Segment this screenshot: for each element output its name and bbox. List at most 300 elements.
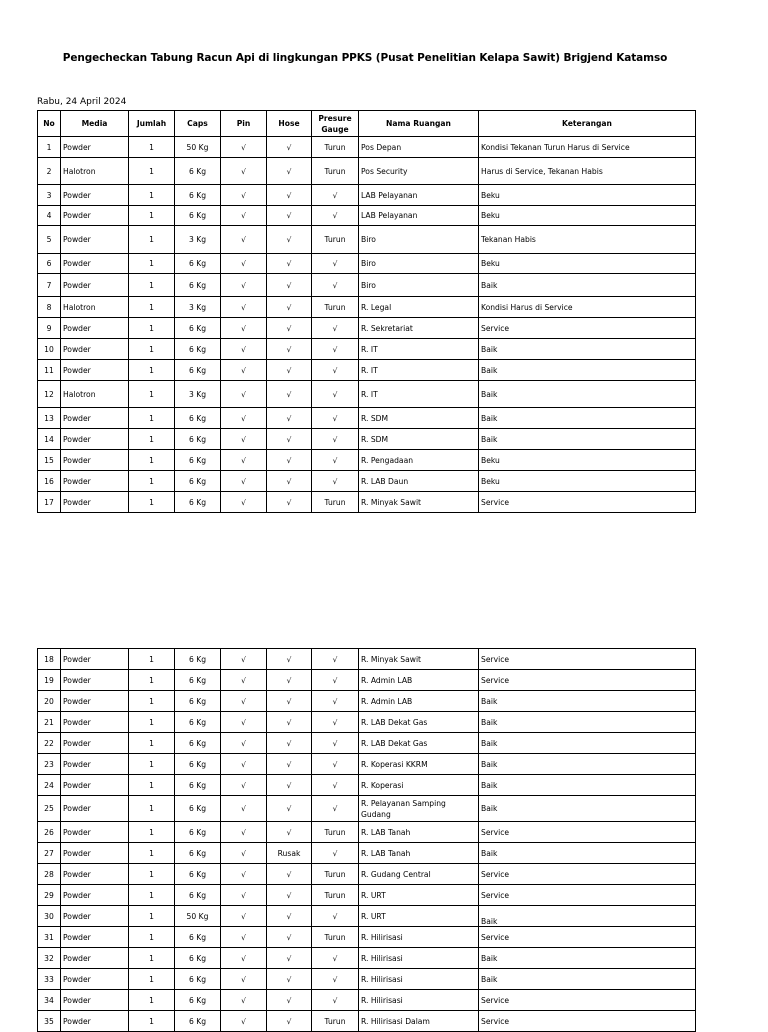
header-media: Media [61,111,129,137]
table-row [38,1011,696,1032]
cell-hose: √ [267,381,312,408]
cell-ruangan: R. LAB Tanah [359,822,479,843]
cell-keterangan: Beku [479,206,696,226]
cell-media: Powder [61,360,129,381]
cell-jumlah: 1 [129,158,175,185]
cell-keterangan: Service [479,649,696,670]
cell-jumlah: 1 [129,274,175,297]
cell-keterangan: Service [479,670,696,691]
cell-jumlah: 1 [129,843,175,864]
cell-ruangan: R. URT [359,885,479,906]
table-row [38,471,696,492]
cell-hose: √ [267,712,312,733]
header-pin: Pin [221,111,267,137]
cell-pin: √ [221,137,267,158]
table-row [38,691,696,712]
cell-caps: 6 Kg [175,885,221,906]
cell-hose: √ [267,450,312,471]
cell-jumlah: 1 [129,254,175,274]
cell-ruangan: Biro [359,226,479,254]
cell-pin: √ [221,206,267,226]
cell-hose: √ [267,649,312,670]
cell-pin: √ [221,822,267,843]
cell-media: Powder [61,885,129,906]
cell-caps: 6 Kg [175,254,221,274]
cell-gauge: √ [312,969,359,990]
cell-media: Powder [61,185,129,206]
cell-jumlah: 1 [129,339,175,360]
cell-gauge: √ [312,691,359,712]
cell-pin: √ [221,927,267,948]
table-row [38,670,696,691]
cell-gauge: Turun [312,822,359,843]
cell-no: 5 [38,226,61,254]
cell-hose: √ [267,990,312,1011]
cell-jumlah: 1 [129,471,175,492]
cell-pin: √ [221,226,267,254]
cell-hose: √ [267,318,312,339]
cell-media: Powder [61,927,129,948]
cell-jumlah: 1 [129,226,175,254]
cell-caps: 3 Kg [175,297,221,318]
cell-gauge: √ [312,254,359,274]
cell-gauge: Turun [312,226,359,254]
cell-media: Powder [61,670,129,691]
cell-ruangan: R. Hilirisasi [359,990,479,1011]
cell-keterangan: Baik [479,429,696,450]
cell-jumlah: 1 [129,754,175,775]
cell-jumlah: 1 [129,318,175,339]
cell-ruangan: LAB Pelayanan [359,185,479,206]
cell-keterangan: Beku [479,471,696,492]
cell-jumlah: 1 [129,969,175,990]
cell-gauge: √ [312,471,359,492]
cell-keterangan: Service [479,864,696,885]
cell-caps: 6 Kg [175,339,221,360]
cell-keterangan: Service [479,822,696,843]
cell-pin: √ [221,471,267,492]
cell-keterangan: Baik [479,691,696,712]
cell-pin: √ [221,712,267,733]
inspection-date: Rabu, 24 April 2024 [37,97,127,107]
cell-caps: 6 Kg [175,927,221,948]
cell-no: 22 [38,733,61,754]
cell-pin: √ [221,754,267,775]
cell-media: Powder [61,990,129,1011]
cell-keterangan: Service [479,492,696,513]
cell-pin: √ [221,906,267,927]
cell-keterangan: Baik [479,906,696,927]
cell-ruangan: R. LAB Daun [359,471,479,492]
header-keterangan: Keterangan [479,111,696,137]
cell-pin: √ [221,775,267,796]
cell-no: 32 [38,948,61,969]
cell-no: 1 [38,137,61,158]
cell-media: Halotron [61,158,129,185]
cell-gauge: √ [312,408,359,429]
cell-caps: 6 Kg [175,670,221,691]
cell-hose: √ [267,339,312,360]
header-caps: Caps [175,111,221,137]
cell-hose: √ [267,360,312,381]
cell-media: Powder [61,691,129,712]
cell-pin: √ [221,158,267,185]
cell-media: Powder [61,843,129,864]
cell-no: 34 [38,990,61,1011]
cell-pin: √ [221,297,267,318]
cell-ruangan: R. Hilirisasi [359,927,479,948]
cell-media: Powder [61,796,129,822]
cell-hose: √ [267,775,312,796]
cell-jumlah: 1 [129,429,175,450]
cell-ruangan: R. Pelayanan Samping Gudang [359,796,479,822]
cell-ruangan: R. IT [359,360,479,381]
cell-caps: 6 Kg [175,990,221,1011]
cell-no: 27 [38,843,61,864]
cell-gauge: √ [312,712,359,733]
cell-media: Powder [61,318,129,339]
cell-ruangan: R. Pengadaan [359,450,479,471]
cell-ruangan: R. IT [359,339,479,360]
inspection-table-top [37,110,696,513]
cell-keterangan: Baik [479,843,696,864]
cell-pin: √ [221,185,267,206]
cell-jumlah: 1 [129,450,175,471]
cell-media: Powder [61,754,129,775]
cell-no: 33 [38,969,61,990]
cell-ruangan: R. LAB Dekat Gas [359,712,479,733]
cell-no: 18 [38,649,61,670]
cell-hose: √ [267,429,312,450]
table-row [38,158,696,185]
cell-keterangan: Kondisi Harus di Service [479,297,696,318]
cell-gauge: √ [312,843,359,864]
table-row [38,492,696,513]
cell-hose: √ [267,408,312,429]
cell-caps: 6 Kg [175,796,221,822]
cell-gauge: Turun [312,492,359,513]
header-no: No [38,111,61,137]
cell-jumlah: 1 [129,381,175,408]
cell-jumlah: 1 [129,185,175,206]
cell-keterangan: Beku [479,254,696,274]
cell-ruangan: Pos Depan [359,137,479,158]
cell-gauge: √ [312,318,359,339]
cell-keterangan: Service [479,1011,696,1032]
cell-pin: √ [221,360,267,381]
cell-hose: √ [267,754,312,775]
cell-hose: √ [267,927,312,948]
cell-media: Powder [61,733,129,754]
cell-no: 23 [38,754,61,775]
cell-gauge: Turun [312,864,359,885]
table-row [38,429,696,450]
cell-pin: √ [221,381,267,408]
table-row [38,360,696,381]
cell-no: 7 [38,274,61,297]
cell-ruangan: R. Admin LAB [359,670,479,691]
cell-media: Powder [61,1011,129,1032]
cell-gauge: Turun [312,1011,359,1032]
table-row [38,712,696,733]
cell-jumlah: 1 [129,864,175,885]
cell-keterangan: Baik [479,969,696,990]
cell-gauge: √ [312,274,359,297]
table-row [38,649,696,670]
cell-no: 31 [38,927,61,948]
table-row [38,885,696,906]
cell-jumlah: 1 [129,1011,175,1032]
cell-ruangan: Pos Security [359,158,479,185]
cell-keterangan: Service [479,318,696,339]
cell-no: 2 [38,158,61,185]
cell-media: Powder [61,822,129,843]
cell-media: Powder [61,226,129,254]
cell-media: Powder [61,492,129,513]
cell-gauge: √ [312,948,359,969]
cell-jumlah: 1 [129,990,175,1011]
table-row [38,297,696,318]
document-title: Pengecheckan Tabung Racun Api di lingkungan PPKS (Pusat Penelitian Kelapa Sawit) Brigjend Katamso [62,52,668,64]
cell-jumlah: 1 [129,822,175,843]
cell-gauge: Turun [312,297,359,318]
cell-hose: √ [267,137,312,158]
header-ruangan: Nama Ruangan [359,111,479,137]
cell-hose: Rusak [267,843,312,864]
cell-caps: 6 Kg [175,822,221,843]
cell-no: 10 [38,339,61,360]
cell-caps: 6 Kg [175,318,221,339]
cell-jumlah: 1 [129,712,175,733]
cell-hose: √ [267,864,312,885]
cell-caps: 6 Kg [175,733,221,754]
cell-ruangan: R. Hilirisasi [359,969,479,990]
cell-caps: 6 Kg [175,471,221,492]
inspection-table-bottom [37,648,696,1032]
cell-no: 35 [38,1011,61,1032]
cell-hose: √ [267,158,312,185]
cell-keterangan: Baik [479,796,696,822]
cell-jumlah: 1 [129,670,175,691]
cell-gauge: √ [312,429,359,450]
table-row [38,381,696,408]
cell-keterangan: Baik [479,733,696,754]
cell-keterangan: Tekanan Habis [479,226,696,254]
cell-ruangan: Biro [359,254,479,274]
cell-pin: √ [221,885,267,906]
cell-media: Powder [61,471,129,492]
cell-keterangan: Service [479,927,696,948]
header-hose: Hose [267,111,312,137]
cell-hose: √ [267,471,312,492]
cell-pin: √ [221,864,267,885]
cell-ruangan: R. URT [359,906,479,927]
cell-jumlah: 1 [129,927,175,948]
cell-caps: 6 Kg [175,158,221,185]
cell-pin: √ [221,670,267,691]
cell-hose: √ [267,948,312,969]
cell-ruangan: R. SDM [359,408,479,429]
cell-caps: 6 Kg [175,360,221,381]
cell-hose: √ [267,822,312,843]
cell-no: 11 [38,360,61,381]
cell-caps: 6 Kg [175,843,221,864]
cell-keterangan: Baik [479,712,696,733]
cell-media: Powder [61,429,129,450]
cell-ruangan: Biro [359,274,479,297]
cell-caps: 3 Kg [175,226,221,254]
cell-caps: 6 Kg [175,969,221,990]
cell-pin: √ [221,1011,267,1032]
cell-ruangan: R. Gudang Central [359,864,479,885]
cell-gauge: √ [312,450,359,471]
cell-gauge: √ [312,381,359,408]
cell-jumlah: 1 [129,408,175,429]
cell-keterangan: Baik [479,381,696,408]
cell-pin: √ [221,318,267,339]
cell-pin: √ [221,649,267,670]
cell-hose: √ [267,969,312,990]
cell-pin: √ [221,408,267,429]
cell-media: Powder [61,137,129,158]
cell-no: 13 [38,408,61,429]
table-row [38,185,696,206]
cell-jumlah: 1 [129,649,175,670]
cell-no: 14 [38,429,61,450]
cell-caps: 6 Kg [175,274,221,297]
cell-ruangan: R. Sekretariat [359,318,479,339]
cell-pin: √ [221,796,267,822]
cell-keterangan: Baik [479,948,696,969]
cell-jumlah: 1 [129,360,175,381]
cell-no: 20 [38,691,61,712]
cell-hose: √ [267,796,312,822]
cell-ruangan: R. Minyak Sawit [359,492,479,513]
cell-no: 12 [38,381,61,408]
cell-keterangan: Beku [479,185,696,206]
cell-jumlah: 1 [129,206,175,226]
cell-caps: 6 Kg [175,754,221,775]
cell-hose: √ [267,733,312,754]
cell-ruangan: R. Koperasi [359,775,479,796]
cell-ruangan: R. LAB Tanah [359,843,479,864]
cell-caps: 6 Kg [175,1011,221,1032]
cell-hose: √ [267,691,312,712]
table-row [38,906,696,927]
cell-gauge: √ [312,796,359,822]
cell-hose: √ [267,274,312,297]
cell-media: Powder [61,712,129,733]
cell-caps: 6 Kg [175,185,221,206]
cell-gauge: √ [312,649,359,670]
cell-ruangan: R. Admin LAB [359,691,479,712]
cell-ruangan: R. Legal [359,297,479,318]
table-row [38,408,696,429]
cell-ruangan: R. Hilirisasi Dalam [359,1011,479,1032]
cell-jumlah: 1 [129,885,175,906]
cell-caps: 6 Kg [175,775,221,796]
cell-ruangan: LAB Pelayanan [359,206,479,226]
cell-media: Halotron [61,297,129,318]
cell-pin: √ [221,990,267,1011]
cell-no: 26 [38,822,61,843]
cell-jumlah: 1 [129,775,175,796]
table-row [38,137,696,158]
table-row [38,733,696,754]
cell-caps: 6 Kg [175,948,221,969]
cell-keterangan: Beku [479,450,696,471]
table-row [38,254,696,274]
cell-no: 25 [38,796,61,822]
cell-no: 21 [38,712,61,733]
cell-no: 29 [38,885,61,906]
cell-caps: 6 Kg [175,649,221,670]
cell-keterangan: Baik [479,360,696,381]
cell-caps: 6 Kg [175,492,221,513]
cell-pin: √ [221,339,267,360]
cell-media: Powder [61,948,129,969]
cell-jumlah: 1 [129,948,175,969]
table-row [38,450,696,471]
cell-gauge: √ [312,775,359,796]
cell-no: 19 [38,670,61,691]
cell-no: 30 [38,906,61,927]
cell-gauge: Turun [312,927,359,948]
cell-media: Powder [61,254,129,274]
table-row [38,927,696,948]
table-row [38,796,696,822]
cell-pin: √ [221,274,267,297]
cell-gauge: √ [312,754,359,775]
cell-gauge: √ [312,185,359,206]
cell-keterangan: Baik [479,274,696,297]
cell-no: 9 [38,318,61,339]
cell-gauge: √ [312,990,359,1011]
cell-gauge: √ [312,206,359,226]
cell-jumlah: 1 [129,796,175,822]
cell-media: Powder [61,775,129,796]
cell-hose: √ [267,206,312,226]
table-row [38,843,696,864]
cell-gauge: Turun [312,885,359,906]
cell-caps: 6 Kg [175,712,221,733]
cell-hose: √ [267,297,312,318]
cell-no: 8 [38,297,61,318]
header-jumlah: Jumlah [129,111,175,137]
cell-pin: √ [221,492,267,513]
cell-gauge: √ [312,733,359,754]
cell-keterangan: Service [479,885,696,906]
cell-hose: √ [267,1011,312,1032]
cell-keterangan: Baik [479,339,696,360]
cell-no: 15 [38,450,61,471]
cell-caps: 6 Kg [175,691,221,712]
cell-caps: 50 Kg [175,137,221,158]
table-row [38,990,696,1011]
cell-ruangan: R. LAB Dekat Gas [359,733,479,754]
cell-no: 3 [38,185,61,206]
cell-caps: 50 Kg [175,906,221,927]
cell-hose: √ [267,670,312,691]
cell-hose: √ [267,492,312,513]
cell-pin: √ [221,429,267,450]
cell-caps: 6 Kg [175,450,221,471]
cell-pin: √ [221,691,267,712]
cell-ruangan: R. Hilirisasi [359,948,479,969]
cell-ruangan: R. Minyak Sawit [359,649,479,670]
table-row [38,864,696,885]
cell-media: Powder [61,649,129,670]
